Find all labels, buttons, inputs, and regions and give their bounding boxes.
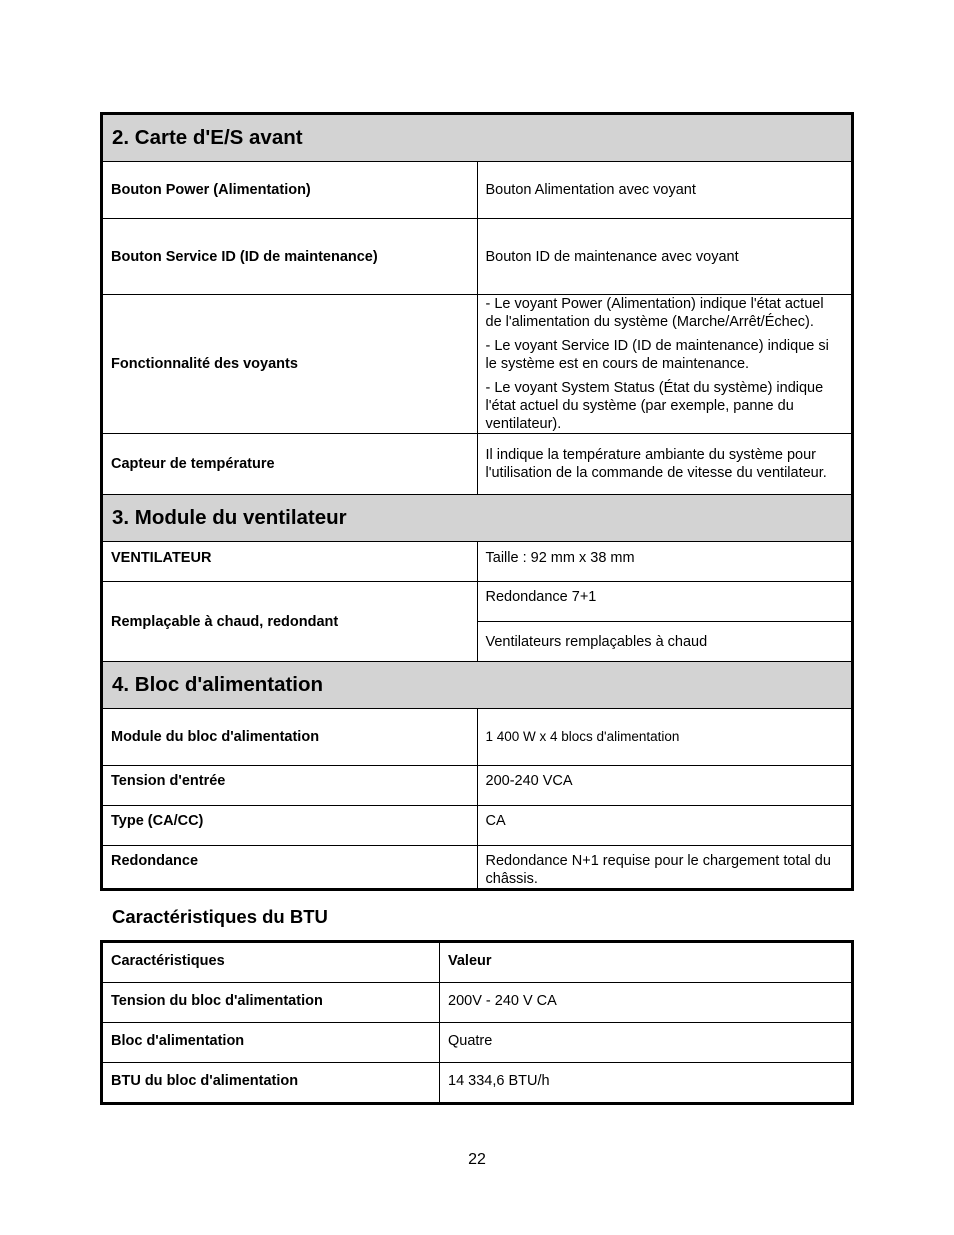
btu-row-key: Tension du bloc d'alimentation bbox=[102, 983, 440, 1023]
row-value-led-functions bbox=[477, 295, 853, 434]
btu-row-value: 200V - 240 V CA bbox=[440, 983, 853, 1023]
row-label-redundancy: Redondance bbox=[102, 846, 478, 890]
btu-heading: Caractéristiques du BTU bbox=[112, 906, 328, 927]
row-label-psu-module: Module du bloc d'alimentation bbox=[102, 709, 478, 766]
row-value-fan: Taille : 92 mm x 38 mm bbox=[477, 542, 853, 582]
page-number: 22 bbox=[468, 1151, 486, 1168]
row-label-fan: VENTILATEUR bbox=[102, 542, 478, 582]
row-label-service-id-button: Bouton Service ID (ID de maintenance) bbox=[102, 219, 478, 295]
row-value-input-voltage: 200-240 VCA bbox=[477, 766, 853, 806]
row-label-input-voltage: Tension d'entrée bbox=[102, 766, 478, 806]
btu-header-key: Caractéristiques bbox=[102, 942, 440, 983]
btu-table bbox=[100, 940, 854, 1105]
row-label-power-button: Bouton Power (Alimentation) bbox=[102, 162, 478, 219]
btu-header-value: Valeur bbox=[440, 942, 853, 983]
row-value-hot-swap-fans: Ventilateurs remplaçables à chaud bbox=[477, 622, 853, 662]
row-label-temperature-sensor: Capteur de température bbox=[102, 434, 478, 495]
led-line-system-status: - Le voyant System Status (État du système) indique l'état actuel du système (par exemple, panne du ventilateur). bbox=[485, 380, 824, 432]
spec-table bbox=[100, 112, 854, 891]
section-title-io: 2. Carte d'E/S avant bbox=[102, 114, 853, 162]
led-line-service-id: - Le voyant Service ID (ID de maintenance) indique si le système est en cours de maintenance. bbox=[485, 338, 829, 372]
row-label-led-functions: Fonctionnalité des voyants bbox=[102, 295, 478, 434]
row-value-redundancy: Redondance N+1 requise pour le chargement total du châssis. bbox=[477, 846, 853, 890]
section-title-fan: 3. Module du ventilateur bbox=[102, 495, 853, 542]
row-value-redundancy-7-1: Redondance 7+1 bbox=[477, 582, 853, 622]
section-title-psu: 4. Bloc d'alimentation bbox=[102, 662, 853, 709]
row-label-hot-swap: Remplaçable à chaud, redondant bbox=[102, 582, 478, 662]
row-label-type: Type (CA/CC) bbox=[102, 806, 478, 846]
led-line-power: - Le voyant Power (Alimentation) indique l'état actuel de l'alimentation du système (Marche/Arrêt/Échec). bbox=[485, 296, 824, 330]
btu-row-value: Quatre bbox=[440, 1023, 853, 1063]
btu-row-key: Bloc d'alimentation bbox=[102, 1023, 440, 1063]
row-value-power-button: Bouton Alimentation avec voyant bbox=[477, 162, 853, 219]
row-value-psu-module: 1 400 W x 4 blocs d'alimentation bbox=[477, 709, 853, 766]
btu-row-value: 14 334,6 BTU/h bbox=[440, 1063, 853, 1104]
row-value-temperature-sensor: Il indique la température ambiante du système pour l'utilisation de la commande de vitesse du ventilateur. bbox=[477, 434, 853, 495]
row-value-type: CA bbox=[477, 806, 853, 846]
row-value-service-id-button: Bouton ID de maintenance avec voyant bbox=[477, 219, 853, 295]
btu-row-key: BTU du bloc d'alimentation bbox=[102, 1063, 440, 1104]
